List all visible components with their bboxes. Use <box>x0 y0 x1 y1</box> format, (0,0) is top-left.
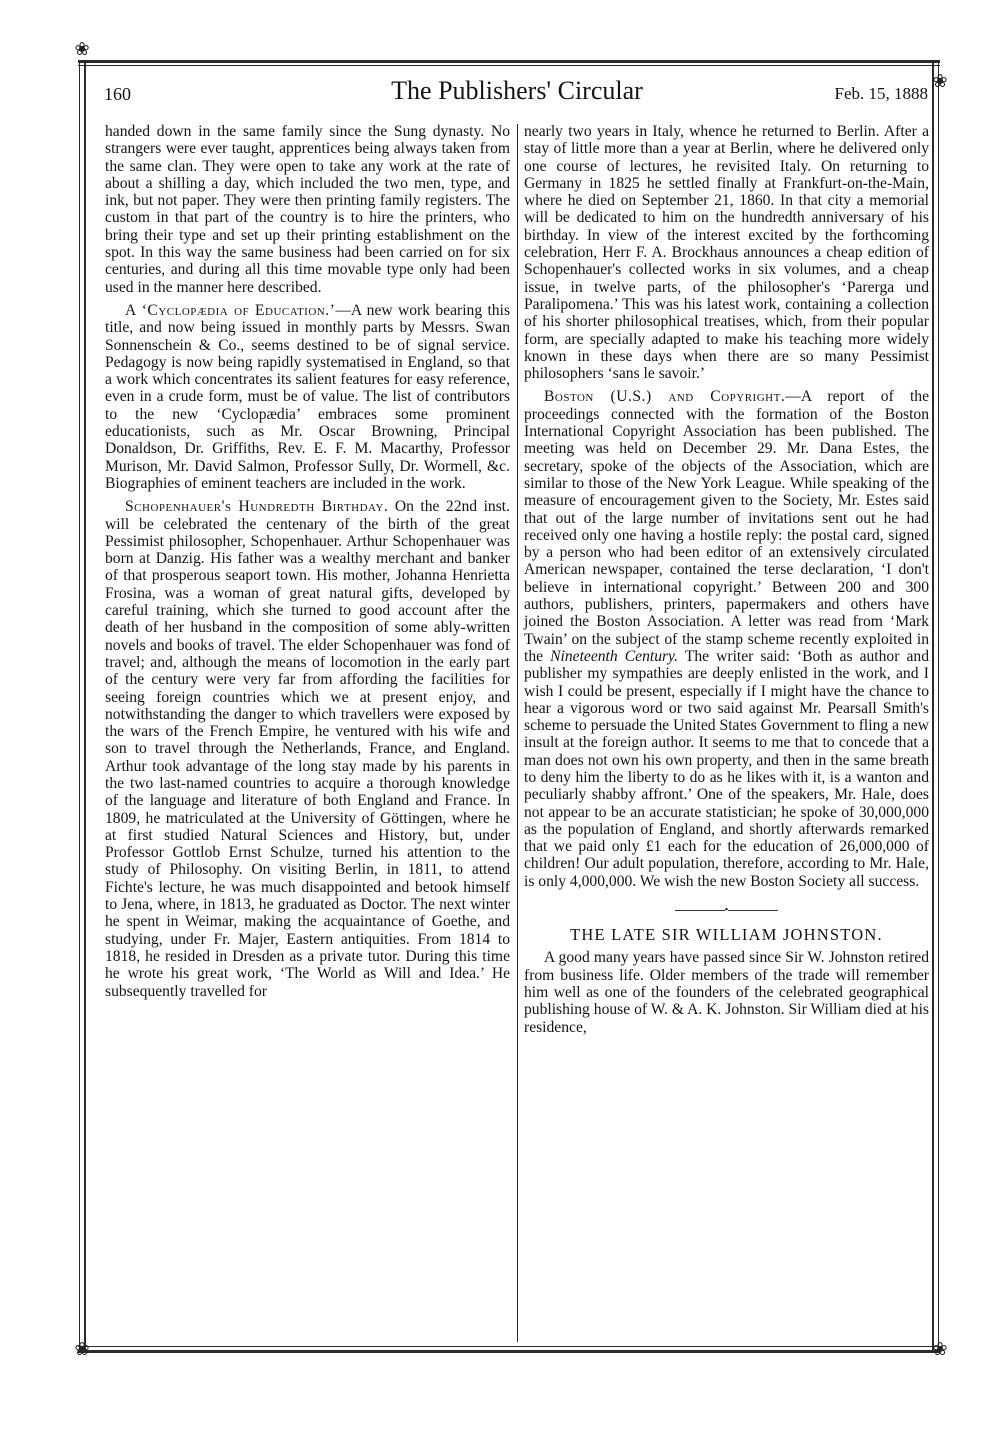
article-heading: Schopenhauer's Hundredth Birthday. <box>125 498 389 516</box>
left-border-rule <box>84 60 86 1352</box>
article-paragraph: handed down in the same family since the Sung dynasty. No strangers were ever taught, apprentices being always taken from the same clan. They were open to take any work at the rate of about a shilling a day, which included the two men, type, and ink, but not paper. They were then printing family registers. The custom in that part of the country is to hire the printers, who bring their type and set up their printing establishment on the spot. In this way the same business had been carried on for six centuries, and during all this time movable type only had been used in the manner here described. <box>105 123 510 296</box>
article-body: —A new work bearing this title, and now being issued in monthly parts by Messrs. Swan Sonnenschein & Co., seems destined to be of signal service. Pedagogy is now being rapidly systematised in England, so that a work which concentrates its salient features for easy reference, even in a crude form, must be of value. The list of contributors to the new ‘Cyclopædia’ embraces some prominent educationists, such as Mr. Oscar Browning, Principal Donaldson, Dr. Griffiths, Rev. E. F. M. Macarthy, Professor Murison, Mr. David Salmon, Professor Sully, Dr. Wormell, &c. Biographies of eminent teachers are included in the work. <box>105 301 511 492</box>
corner-ornament-icon: ❀ <box>74 39 90 60</box>
article-body: On the 22nd inst. will be celebrated the centenary of the birth of the great Pessimist philosopher, Schopenhauer. Arthur Schopenhauer was born at Danzig. His father was a wealthy merchant and banker of that prosperous seaport town. His mother, Johanna Henrietta Frosina, was a woman of great natural gifts, developed by careful training, which she turned to good account after the death of her husband in the composition of some ably-written novels and books of travel. The elder Schopenhauer was fond of travel; and, although the means of locomotion in the early part of the century were very far from affording the facilities for seeing foreign countries which we at present enjoy, and notwithstanding the danger to which travellers were exposed by the wars of the French Empire, he ventured with his wife and son to travel through the Netherlands, France, and England. Arthur took advantage of the long stay made by his parents in the two last-named countries to acquire a thorough knowledge of the language and literature of both England and France. In 1809, he matriculated at the University of Göttingen, where he at first studied Natural Sciences and History, but, under Professor Gottlob Ernst Schulze, turned his attention to the study of Philosophy. On visiting Berlin, in 1811, to attend Fichte's lecture, he was much disappointed and betook himself to Jena, where, in 1813, he graduated as Doctor. The next winter he spent in Weimar, making the acquaintance of Goethe, and studying, under Fr. Majer, Eastern antiquities. From 1814 to 1818, he resided in Dresden as a private tutor. During this time he wrote his great work, ‘The World as Will and Idea.’ He subsequently travelled for <box>105 498 510 1000</box>
left-border-rule-outer <box>79 60 80 1352</box>
corner-ornament-icon: ❀ <box>74 1339 90 1360</box>
issue-date: Feb. 15, 1888 <box>834 84 928 103</box>
bottom-border-rule <box>78 1350 940 1353</box>
article-paragraph <box>105 498 510 1000</box>
article-heading: A ‘Cyclopædia of Education.’ <box>125 301 336 319</box>
article-body: The writer said: ‘Both as author and publisher my sympathies are deeply enlisted in the work, and I wish I could be present, especially if I might have the chance to hear a vigorous word or two said against Mr. Pearsall Smith's scheme to persuade the United States Government to fling a new insult at the foreign author. It seems to me that to concede that a man does not own his own property, and then in the same breath to deny him the liberty to do as he likes with it, is a wanton and peculiarly shabby affront.’ One of the speakers, Mr. Hale, does not appear to be an accurate statistician; he spoke of 30,000,000 as the population of England, and shortly afterwards remarked that we paid only £1 each for the education of 26,000,000 of children! Our adult population, therefore, according to Mr. Hale, is only 4,000,000. We wish the new Boston Society all success. <box>524 647 929 890</box>
left-column <box>105 123 510 1000</box>
article-heading: Boston (U.S.) and Copyright. <box>544 388 786 406</box>
periodical-title: Nineteenth Century. <box>550 647 679 665</box>
section-heading: THE LATE SIR WILLIAM JOHNSTON. <box>570 925 883 945</box>
page-number: 160 <box>104 84 131 104</box>
journal-title: The Publishers' Circular <box>391 76 643 105</box>
article-body: —A report of the proceedings connected with the formation of the Boston International Copyright Association has been published. The meeting was held on December 29. Mr. Dana Estes, the secretary, spoke of the objects of the Association, which are similar to those of the New York League. While speaking of the measure of encouragement given to the Society, Mr. Estes said that out of the large number of invitations sent out he had received only one having a hostile reply: the postal card, signed by a person who had been editor of an extensively circulated American newspaper, contained the terse declaration, ‘I don't believe in international copyright.’ Between 200 and 300 authors, publishers, printers, papermakers and others have joined the Boston Association. A letter was read from ‘Mark Twain’ on the subject of the stamp scheme recently exploited in the <box>524 388 929 665</box>
article-paragraph: nearly two years in Italy, whence he returned to Berlin. After a stay of little more than a year at Berlin, where he delivered only one course of lectures, he revisited Italy. On returning to Germany in 1825 he settled finally at Frankfurt-on-the-Main, where he died on September 21, 1860. In that city a memorial will be dedicated to him on the hundredth anniversary of his birthday. In view of the interest excited by the forthcoming celebration, Herr F. A. Brockhaus announces a cheap edition of Schopenhauer's collected works in six volumes, and a cheap issue, in twelve parts, of the philosopher's ‘Parerga und Paralipomena.’ This was his latest work, containing a collection of his shorter philosophical treatises, which, from their popular form, are specially adapted to make his teaching more widely known in these days when there are so many Pessimist philosophers ‘sans le savoir.’ <box>524 123 929 383</box>
column-separator <box>517 124 518 1342</box>
article-paragraph <box>105 302 510 492</box>
right-border-rule-outer <box>938 60 939 1352</box>
article-paragraph <box>524 388 929 890</box>
section-divider: • <box>524 906 929 916</box>
article-paragraph: A good many years have passed since Sir W. Johnston retired from business life. Older members of the trade will remember him well as one of the founders of the celebrated geographical publishing house of W. & A. K. Johnston. Sir William died at his residence, <box>524 949 929 1036</box>
top-border-rule <box>78 60 940 63</box>
corner-ornament-icon: ❀ <box>932 71 948 92</box>
right-border-rule <box>932 60 934 1352</box>
page-header <box>104 74 930 114</box>
right-column <box>524 123 929 1036</box>
bottom-border-rule-inner <box>78 1346 940 1347</box>
top-border-rule-inner <box>78 65 940 66</box>
corner-ornament-icon: ❀ <box>932 1339 948 1360</box>
